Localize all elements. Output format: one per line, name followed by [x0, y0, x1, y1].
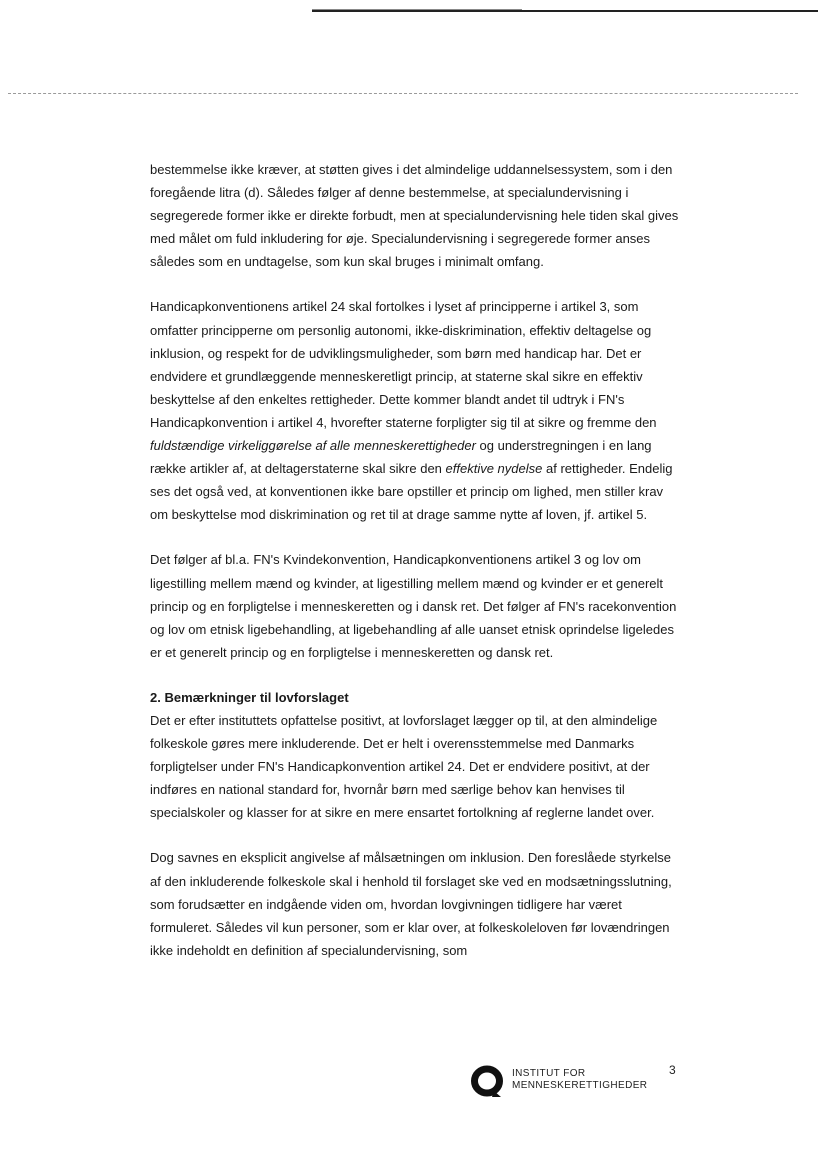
page-number: 3 [669, 1063, 676, 1077]
logo-line-2: MENNESKERETTIGHEDER [512, 1080, 648, 1091]
institute-logo [470, 1063, 660, 1097]
document-body [150, 158, 682, 984]
emphasis-virkeliggoerelse: fuldstændige virkeliggørelse af alle menneskerettigheder [150, 438, 476, 454]
paragraph-specialundervisning: bestemmelse ikke kræver, at støtten gives i det almindelige uddannelsessystem, som i den foregående litra (d). Således følger af denne bestemmelse, at specialundervisning i segregerede former ikke er direkte forbudt, men at specialundervisning hele tiden skal gives med målet om fuld inkludering for øje. Specialundervisning i segregerede former anses således som en undtagelse, som kun skal bruges i minimalt omfang. [150, 162, 679, 270]
text-run: af rettigheder. Endelig ses det også ved, at konventionen ikke bare opstiller et princip om lighed, men stiller krav om beskyttelse mod diskrimination og ret til at drage samme nytte af loven, jf. artikel 5. [150, 461, 673, 523]
text-run: og understregningen i en lang række artikler af, at deltagerstaterne skal sikre den [150, 438, 652, 477]
logo-line-1: INSTITUT FOR [512, 1068, 586, 1079]
paragraph-positivt: Det er efter instituttets opfattelse positivt, at lovforslaget lægger op til, at den almindelige folkeskole gøres mere inkluderende. Det er helt i overensstemmelse med Danmarks forpligtelser under FN's Handicapkonvention artikel 24. Det er endvidere positivt, at der indføres en national standard for, hvornår børn med særlige behov kan henvises til specialskoler og klasser for at sikre en mere ensartet fortolkning af reglerne landet over. [150, 712, 658, 821]
section-heading: 2. Bemærkninger til lovforslaget [150, 689, 349, 705]
scan-artifact-dotted-line [8, 93, 798, 94]
text-run: Handicapkonventionens artikel 24 skal fortolkes i lyset af principperne i artikel 3, som omfatter principperne om personlig autonomi, ikke-diskrimination, effektiv deltagelse og inklusion, og respekt for de udviklingsmuligheder, som børn med handicap har. Det er endvidere et grundlæggende menneskeretligt princip, at staterne skal sikre en effektiv beskyttelse af den enkeltes rettigheder. Dette kommer blandt andet til udtryk i FN's Handicapkonvention i artikel 4, hvorefter staterne forpligter sig til at sikre og fremme den [150, 299, 657, 430]
paragraph-savnes: Dog savnes en eksplicit angivelse af målsætningen om inklusion. Den foreslåede styrkelse af den inkluderende folkeskole skal i henhold til forslaget ske ved en modsætningsslutning, som forudsætter en indgående viden om, hvordan lovgivningen tidligere har været formuleret. Således vil kun personer, som er klar over, at folkeskoleloven før lovændringen ikke indeholdt en definition af specialundervisning, som [150, 850, 672, 958]
paragraph-artikel-24 [150, 295, 682, 526]
paragraph-ligestilling: Det følger af bl.a. FN's Kvindekonvention, Handicapkonventionens artikel 3 og lov om ligestilling mellem mænd og kvinder, at ligestilling mellem mænd og kvinder er et generelt princip og en forpligtelse i menneskeretten og i dansk ret. Det følger af FN's racekonvention og lov om etnisk ligebehandling, at ligebehandling af alle uanset etnisk oprindelse ligeledes er et generelt princip og en forpligtelse i menneskeretten og dansk ret. [150, 552, 677, 660]
scan-artifact-line [312, 10, 818, 12]
logo-wordmark [512, 1068, 647, 1092]
emphasis-effektive-nydelse: effektive nydelse [445, 461, 543, 477]
institute-ring-icon [470, 1064, 504, 1098]
